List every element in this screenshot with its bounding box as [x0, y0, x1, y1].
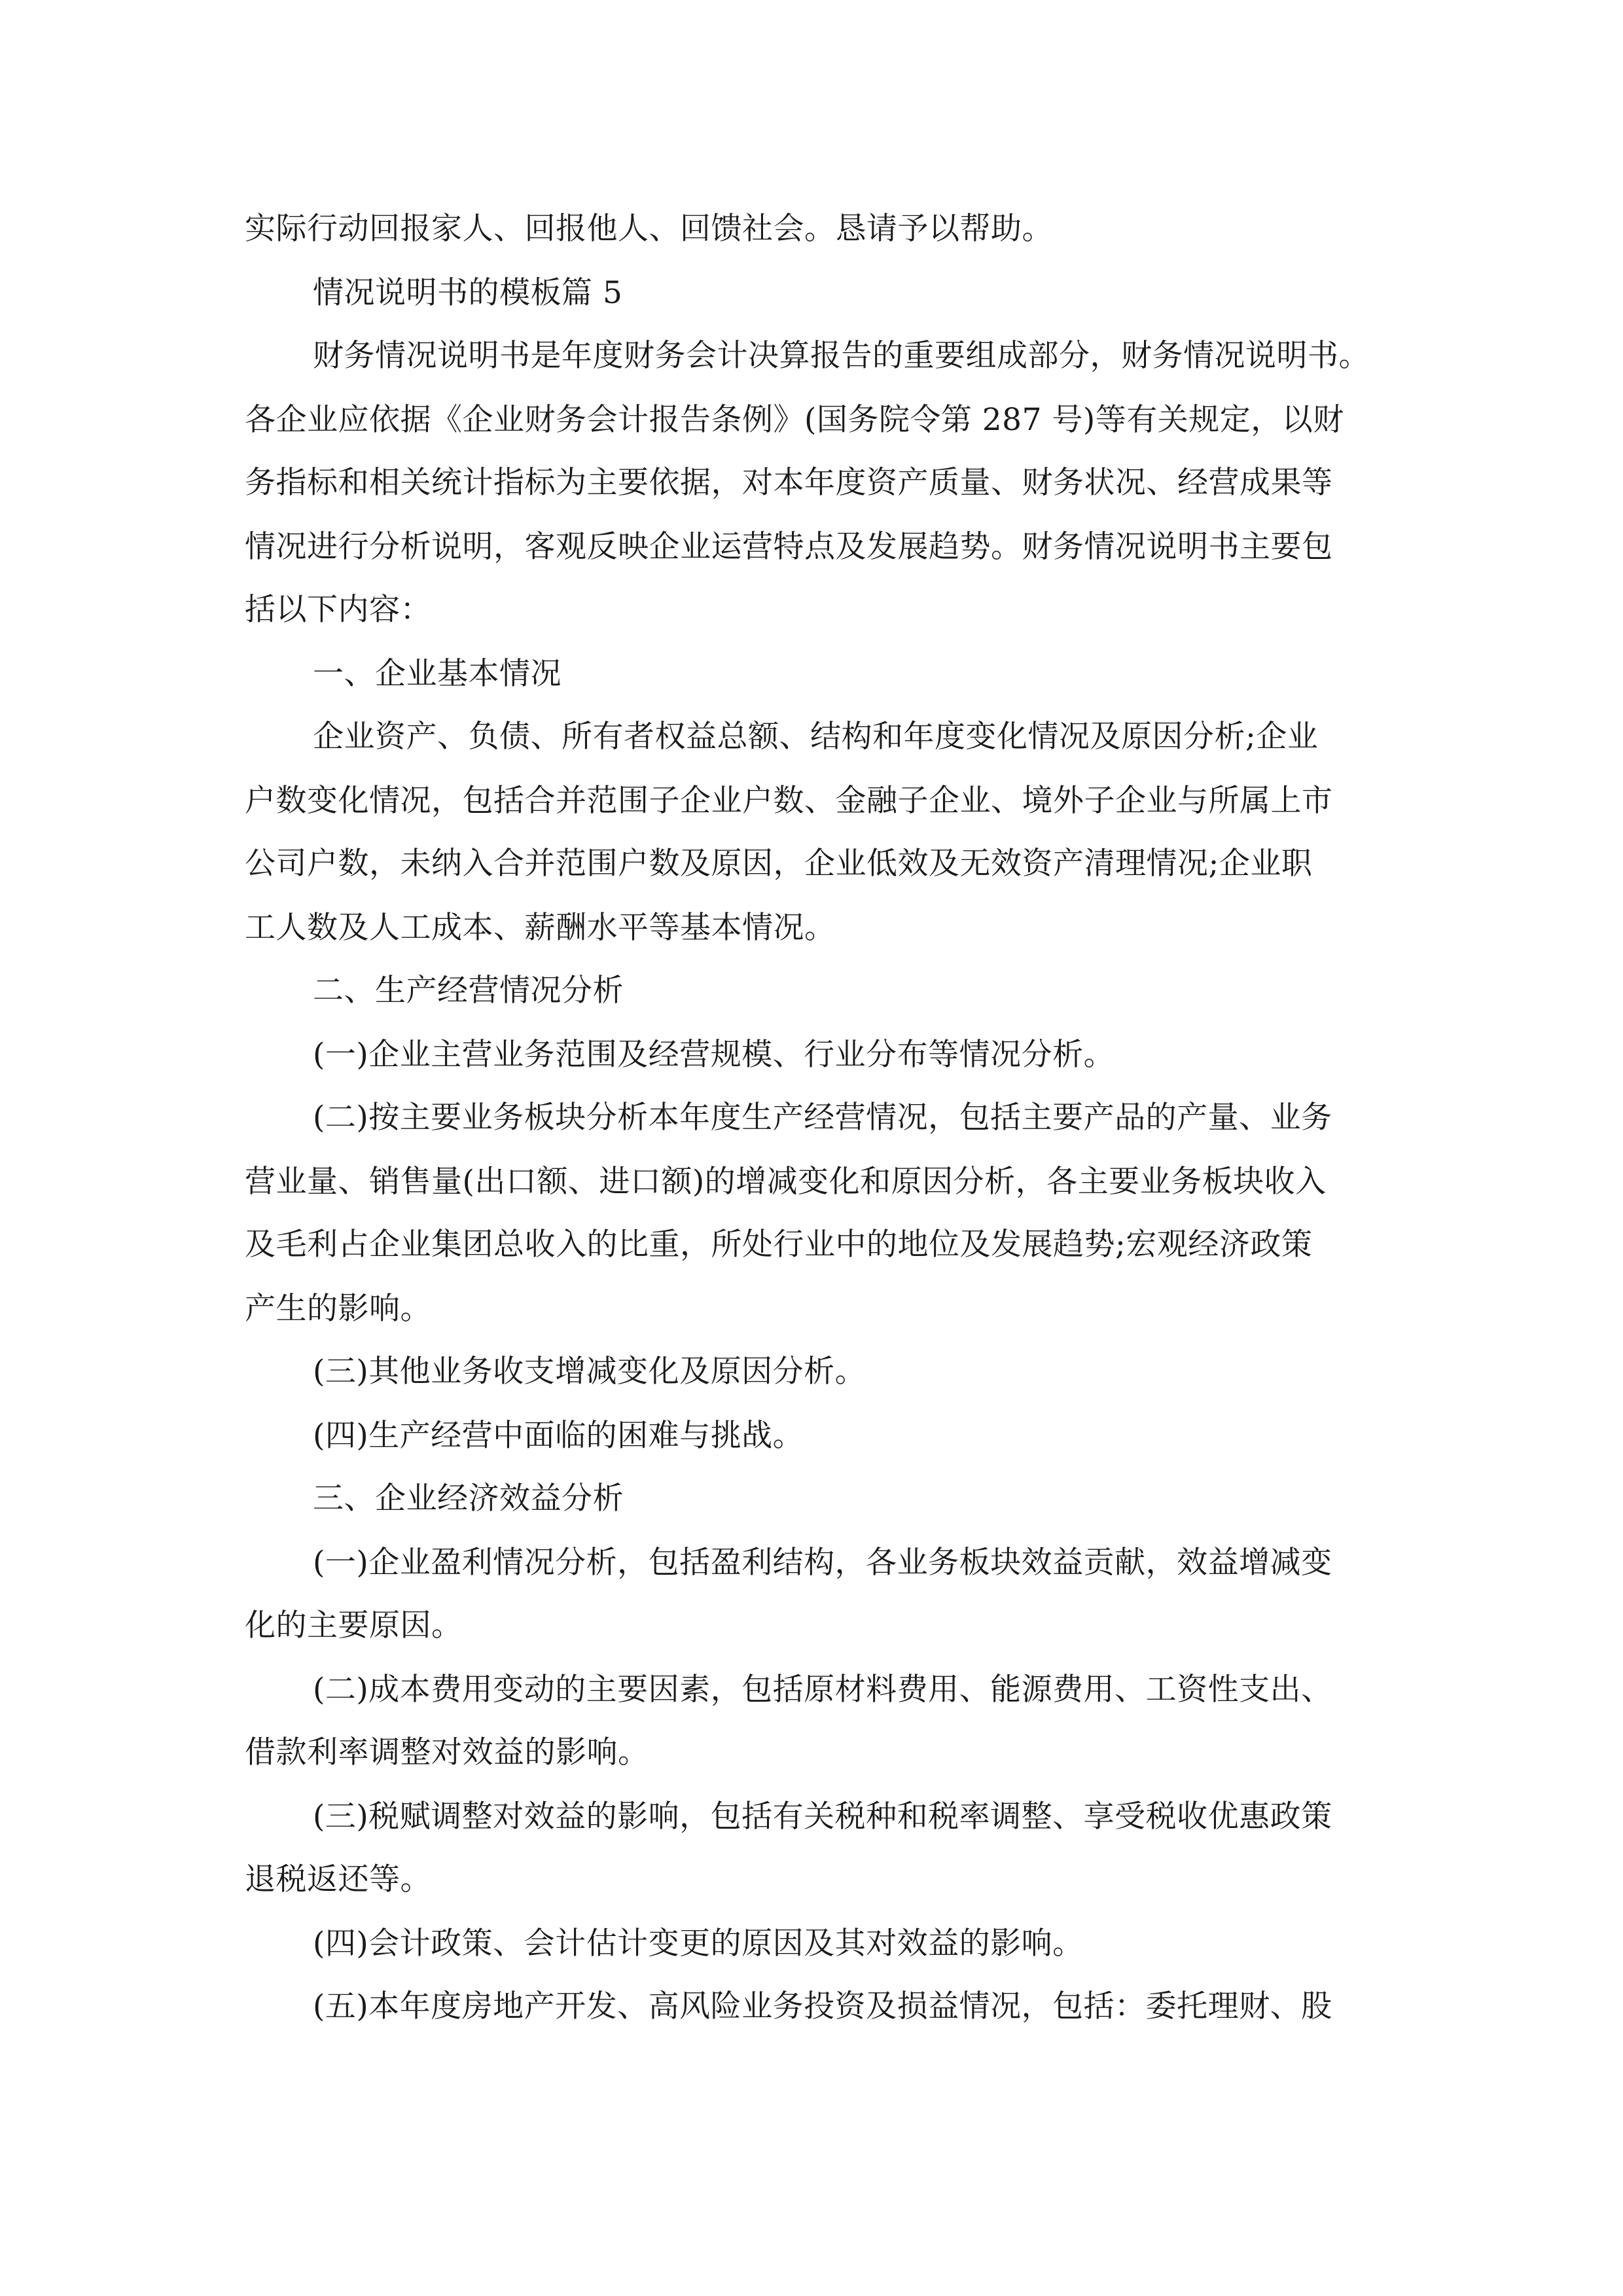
- text-line: 公司户数，未纳入合并范围户数及原因，企业低效及无效资产清理情况;企业职: [245, 846, 1313, 882]
- text-line: (五)本年度房地产开发、高风险业务投资及损益情况，包括：委托理财、股: [313, 1988, 1332, 2024]
- text-line: 括以下内容：: [245, 592, 431, 628]
- text-line: (三)税赋调整对效益的影响，包括有关税种和税率调整、享受税收优惠政策: [313, 1799, 1332, 1835]
- text-line: 化的主要原因。: [245, 1607, 463, 1643]
- text-line: (四)会计政策、会计估计变更的原因及其对效益的影响。: [313, 1926, 1084, 1962]
- text-line: (二)按主要业务板块分析本年度生产经营情况，包括主要产品的产量、业务: [313, 1100, 1332, 1136]
- section-heading: 一、企业基本情况: [313, 656, 562, 692]
- text-line: (二)成本费用变动的主要因素，包括原材料费用、能源费用、工资性支出、: [313, 1672, 1332, 1708]
- section-heading: 二、生产经营情况分析: [313, 973, 624, 1009]
- text-line: (四)生产经营中面临的困难与挑战。: [313, 1418, 804, 1454]
- text-line: 及毛利占企业集团总收入的比重，所处行业中的地位及发展趋势;宏观经济政策: [245, 1227, 1313, 1263]
- text-line: (一)企业盈利情况分析，包括盈利结构，各业务板块效益贡献，效益增减变: [313, 1545, 1332, 1581]
- text-line: 借款利率调整对效益的影响。: [245, 1734, 649, 1770]
- text-line: 退税返还等。: [245, 1861, 431, 1897]
- text-line: 营业量、销售量(出口额、进口额)的增减变化和原因分析，各主要业务板块收入: [245, 1164, 1327, 1200]
- text-line: 企业资产、负债、所有者权益总额、结构和年度变化情况及原因分析;企业: [313, 719, 1319, 755]
- text-line: 户数变化情况，包括合并范围子企业户数、金融子企业、境外子企业与所属上市: [245, 783, 1333, 819]
- text-line: (三)其他业务收支增减变化及原因分析。: [313, 1354, 866, 1390]
- text-line: 实际行动回报家人、回报他人、回馈社会。恳请予以帮助。: [245, 211, 1053, 247]
- text-line: 财务情况说明书是年度财务会计决算报告的重要组成部分，财务情况说明书。: [313, 338, 1370, 374]
- text-line: 务指标和相关统计指标为主要依据，对本年度资产质量、财务状况、经营成果等: [245, 465, 1333, 501]
- text-line: (一)企业主营业务范围及经营规模、行业分布等情况分析。: [313, 1037, 1115, 1073]
- section-heading: 三、企业经济效益分析: [313, 1480, 624, 1516]
- text-line: 工人数及人工成本、薪酬水平等基本情况。: [245, 910, 836, 946]
- text-line: 各企业应依据《企业财务会计报告条例》(国务院令第 287 号)等有关规定，以财: [245, 402, 1344, 438]
- section-heading: 情况说明书的模板篇 5: [313, 275, 623, 311]
- text-line: 情况进行分析说明，客观反映企业运营特点及发展趋势。财务情况说明书主要包: [245, 529, 1333, 565]
- text-line: 产生的影响。: [245, 1291, 431, 1327]
